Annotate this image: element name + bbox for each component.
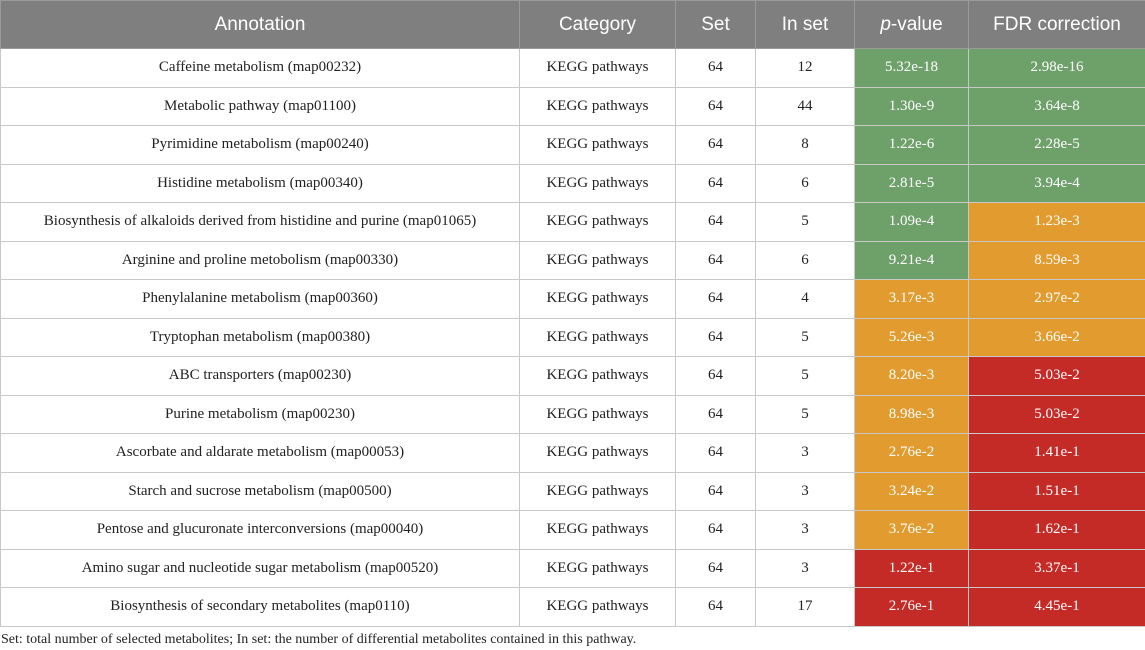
cell-in-set: 44	[756, 87, 855, 126]
cell-in-set: 5	[756, 318, 855, 357]
cell-in-set: 3	[756, 434, 855, 473]
header-p-value	[855, 1, 969, 49]
cell-in-set: 5	[756, 395, 855, 434]
cell-fdr: 3.66e-2	[969, 318, 1145, 357]
cell-category: KEGG pathways	[520, 511, 676, 550]
header-category: Category	[520, 1, 676, 49]
cell-category: KEGG pathways	[520, 241, 676, 280]
cell-annotation: Starch and sucrose metabolism (map00500)	[1, 472, 520, 511]
cell-set: 64	[676, 49, 756, 88]
cell-set: 64	[676, 87, 756, 126]
cell-set: 64	[676, 126, 756, 165]
cell-set: 64	[676, 164, 756, 203]
table-row	[1, 588, 1145, 627]
cell-fdr: 5.03e-2	[969, 395, 1145, 434]
cell-in-set: 3	[756, 472, 855, 511]
cell-category: KEGG pathways	[520, 49, 676, 88]
table-row	[1, 87, 1145, 126]
cell-set: 64	[676, 549, 756, 588]
cell-set: 64	[676, 357, 756, 396]
cell-fdr: 1.41e-1	[969, 434, 1145, 473]
table-row	[1, 280, 1145, 319]
header-fdr: FDR correction	[969, 1, 1145, 49]
table-row	[1, 203, 1145, 242]
table-row	[1, 241, 1145, 280]
table-footnote: Set: total number of selected metabolites; In set: the number of differential metabolites contained in this pathway.	[1, 632, 637, 647]
cell-p-value: 5.32e-18	[855, 49, 969, 88]
cell-annotation: Tryptophan metabolism (map00380)	[1, 318, 520, 357]
cell-p-value: 8.20e-3	[855, 357, 969, 396]
cell-fdr: 2.98e-16	[969, 49, 1145, 88]
cell-set: 64	[676, 395, 756, 434]
table-row	[1, 549, 1145, 588]
cell-in-set: 6	[756, 164, 855, 203]
cell-p-value: 3.76e-2	[855, 511, 969, 550]
table-row	[1, 472, 1145, 511]
cell-p-value: 2.81e-5	[855, 164, 969, 203]
cell-set: 64	[676, 511, 756, 550]
cell-p-value: 3.24e-2	[855, 472, 969, 511]
cell-p-value: 1.22e-1	[855, 549, 969, 588]
cell-fdr: 3.37e-1	[969, 549, 1145, 588]
cell-p-value: 2.76e-2	[855, 434, 969, 473]
cell-in-set: 8	[756, 126, 855, 165]
cell-set: 64	[676, 203, 756, 242]
cell-category: KEGG pathways	[520, 126, 676, 165]
cell-annotation: ABC transporters (map00230)	[1, 357, 520, 396]
cell-in-set: 17	[756, 588, 855, 627]
cell-p-value: 5.26e-3	[855, 318, 969, 357]
cell-fdr: 3.64e-8	[969, 87, 1145, 126]
cell-annotation: Biosynthesis of secondary metabolites (map0110)	[1, 588, 520, 627]
cell-annotation: Pyrimidine metabolism (map00240)	[1, 126, 520, 165]
header-annotation: Annotation	[1, 1, 520, 49]
cell-fdr: 1.23e-3	[969, 203, 1145, 242]
cell-p-value: 8.98e-3	[855, 395, 969, 434]
cell-in-set: 5	[756, 357, 855, 396]
cell-category: KEGG pathways	[520, 164, 676, 203]
header-set: Set	[676, 1, 756, 49]
cell-annotation: Arginine and proline metobolism (map00330)	[1, 241, 520, 280]
table-row	[1, 511, 1145, 550]
cell-p-value: 1.30e-9	[855, 87, 969, 126]
table-row	[1, 434, 1145, 473]
cell-p-value: 9.21e-4	[855, 241, 969, 280]
cell-annotation: Phenylalanine metabolism (map00360)	[1, 280, 520, 319]
table-row	[1, 49, 1145, 88]
cell-set: 64	[676, 318, 756, 357]
cell-category: KEGG pathways	[520, 357, 676, 396]
cell-p-value: 1.09e-4	[855, 203, 969, 242]
cell-annotation: Ascorbate and aldarate metabolism (map00053)	[1, 434, 520, 473]
cell-category: KEGG pathways	[520, 318, 676, 357]
cell-annotation: Caffeine metabolism (map00232)	[1, 49, 520, 88]
cell-fdr: 2.28e-5	[969, 126, 1145, 165]
cell-category: KEGG pathways	[520, 203, 676, 242]
cell-category: KEGG pathways	[520, 280, 676, 319]
cell-fdr: 5.03e-2	[969, 357, 1145, 396]
cell-set: 64	[676, 588, 756, 627]
cell-category: KEGG pathways	[520, 472, 676, 511]
cell-fdr: 2.97e-2	[969, 280, 1145, 319]
cell-category: KEGG pathways	[520, 434, 676, 473]
cell-in-set: 12	[756, 49, 855, 88]
cell-annotation: Metabolic pathway (map01100)	[1, 87, 520, 126]
cell-p-value: 3.17e-3	[855, 280, 969, 319]
cell-fdr: 1.62e-1	[969, 511, 1145, 550]
cell-category: KEGG pathways	[520, 87, 676, 126]
cell-category: KEGG pathways	[520, 395, 676, 434]
cell-annotation: Pentose and glucuronate interconversions (map00040)	[1, 511, 520, 550]
cell-in-set: 6	[756, 241, 855, 280]
cell-set: 64	[676, 434, 756, 473]
cell-p-value: 1.22e-6	[855, 126, 969, 165]
cell-set: 64	[676, 280, 756, 319]
table-row	[1, 395, 1145, 434]
table-row	[1, 357, 1145, 396]
cell-fdr: 8.59e-3	[969, 241, 1145, 280]
header-in-set: In set	[756, 1, 855, 49]
cell-set: 64	[676, 472, 756, 511]
cell-in-set: 5	[756, 203, 855, 242]
cell-category: KEGG pathways	[520, 588, 676, 627]
header-row	[1, 1, 1145, 49]
table-row	[1, 318, 1145, 357]
cell-fdr: 1.51e-1	[969, 472, 1145, 511]
table-body	[1, 49, 1145, 627]
table-row	[1, 126, 1145, 165]
cell-fdr: 4.45e-1	[969, 588, 1145, 627]
cell-in-set: 4	[756, 280, 855, 319]
cell-in-set: 3	[756, 511, 855, 550]
cell-annotation: Histidine metabolism (map00340)	[1, 164, 520, 203]
table-row	[1, 164, 1145, 203]
header-p-rest: -value	[890, 13, 943, 35]
cell-p-value: 2.76e-1	[855, 588, 969, 627]
header-p-italic: p	[880, 13, 891, 35]
cell-fdr: 3.94e-4	[969, 164, 1145, 203]
cell-category: KEGG pathways	[520, 549, 676, 588]
cell-in-set: 3	[756, 549, 855, 588]
cell-annotation: Biosynthesis of alkaloids derived from histidine and purine (map01065)	[1, 203, 520, 242]
cell-set: 64	[676, 241, 756, 280]
cell-annotation: Amino sugar and nucleotide sugar metabolism (map00520)	[1, 549, 520, 588]
cell-annotation: Purine metabolism (map00230)	[1, 395, 520, 434]
